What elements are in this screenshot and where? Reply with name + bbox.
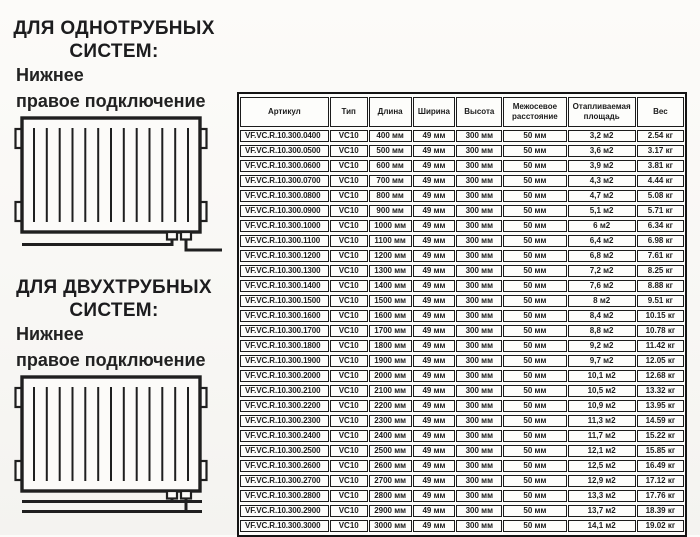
cell-heated-area: 8,8 м2 — [568, 325, 636, 337]
table-row — [240, 175, 684, 187]
cell-width: 49 мм — [413, 460, 456, 472]
cell-width: 49 мм — [413, 355, 456, 367]
cell-type: VC10 — [330, 415, 368, 427]
cell-height: 300 мм — [456, 145, 502, 157]
cell-width: 49 мм — [413, 370, 456, 382]
cell-article: VF.VC.R.10.300.0400 — [240, 130, 329, 142]
cell-weight: 7.61 кг — [637, 250, 684, 262]
cell-heated-area: 8,4 м2 — [568, 310, 636, 322]
cell-article: VF.VC.R.10.300.2100 — [240, 385, 329, 397]
cell-width: 49 мм — [413, 205, 456, 217]
cell-length: 800 мм — [369, 190, 412, 202]
table-row — [240, 280, 684, 292]
cell-heated-area: 4,3 м2 — [568, 175, 636, 187]
column-header-article: Артикул — [240, 97, 329, 127]
cell-length: 1300 мм — [369, 265, 412, 277]
heading-line: СИСТЕМ: — [69, 40, 159, 62]
cell-article: VF.VC.R.10.300.0600 — [240, 160, 329, 172]
cell-height: 300 мм — [456, 370, 502, 382]
table-row — [240, 445, 684, 457]
cell-article: VF.VC.R.10.300.2600 — [240, 460, 329, 472]
table-row — [240, 310, 684, 322]
cell-weight: 14.59 кг — [637, 415, 684, 427]
cell-article: VF.VC.R.10.300.1400 — [240, 280, 329, 292]
cell-heated-area: 13,3 м2 — [568, 490, 636, 502]
cell-axis-distance: 50 мм — [503, 415, 566, 427]
radiator-two-pipe-drawing — [8, 371, 224, 521]
cell-weight: 13.32 кг — [637, 385, 684, 397]
cell-axis-distance: 50 мм — [503, 355, 566, 367]
cell-axis-distance: 50 мм — [503, 490, 566, 502]
cell-heated-area: 3,9 м2 — [568, 160, 636, 172]
cell-heated-area: 12,1 м2 — [568, 445, 636, 457]
cell-width: 49 мм — [413, 220, 456, 232]
cell-axis-distance: 50 мм — [503, 130, 566, 142]
cell-heated-area: 9,2 м2 — [568, 340, 636, 352]
table-row — [240, 160, 684, 172]
cell-weight: 11.42 кг — [637, 340, 684, 352]
cell-type: VC10 — [330, 145, 368, 157]
cell-type: VC10 — [330, 295, 368, 307]
column-header-type: Тип — [330, 97, 368, 127]
cell-heated-area: 9,7 м2 — [568, 355, 636, 367]
column-header-height: Высота — [456, 97, 502, 127]
cell-width: 49 мм — [413, 160, 456, 172]
cell-article: VF.VC.R.10.300.1600 — [240, 310, 329, 322]
cell-article: VF.VC.R.10.300.2000 — [240, 370, 329, 382]
cell-heated-area: 7,6 м2 — [568, 280, 636, 292]
cell-article: VF.VC.R.10.300.1000 — [240, 220, 329, 232]
cell-type: VC10 — [330, 400, 368, 412]
cell-article: VF.VC.R.10.300.2400 — [240, 430, 329, 442]
cell-weight: 2.54 кг — [637, 130, 684, 142]
cell-height: 300 мм — [456, 265, 502, 277]
cell-length: 1000 мм — [369, 220, 412, 232]
table-row — [240, 145, 684, 157]
cell-type: VC10 — [330, 250, 368, 262]
cell-axis-distance: 50 мм — [503, 340, 566, 352]
cell-heated-area: 12,9 м2 — [568, 475, 636, 487]
cell-length: 2900 мм — [369, 505, 412, 517]
cell-type: VC10 — [330, 385, 368, 397]
radiator-diagram-single-pipe — [8, 112, 224, 254]
cell-weight: 10.78 кг — [637, 325, 684, 337]
cell-type: VC10 — [330, 130, 368, 142]
cell-length: 2400 мм — [369, 430, 412, 442]
cell-weight: 17.76 кг — [637, 490, 684, 502]
cell-axis-distance: 50 мм — [503, 400, 566, 412]
cell-type: VC10 — [330, 520, 368, 532]
cell-axis-distance: 50 мм — [503, 250, 566, 262]
cell-width: 49 мм — [413, 190, 456, 202]
cell-axis-distance: 50 мм — [503, 280, 566, 292]
cell-length: 1700 мм — [369, 325, 412, 337]
column-header-weight: Вес — [637, 97, 684, 127]
heading-single-pipe-systems — [8, 18, 220, 64]
cell-axis-distance: 50 мм — [503, 460, 566, 472]
cell-width: 49 мм — [413, 340, 456, 352]
cell-length: 3000 мм — [369, 520, 412, 532]
cell-weight: 5.08 кг — [637, 190, 684, 202]
cell-article: VF.VC.R.10.300.1300 — [240, 265, 329, 277]
cell-width: 49 мм — [413, 295, 456, 307]
cell-width: 49 мм — [413, 520, 456, 532]
column-header-length: Длина — [369, 97, 412, 127]
heading-line: ДЛЯ ОДНОТРУБНЫХ — [13, 18, 215, 39]
cell-height: 300 мм — [456, 400, 502, 412]
cell-height: 300 мм — [456, 325, 502, 337]
cell-heated-area: 10,5 м2 — [568, 385, 636, 397]
cell-heated-area: 11,3 м2 — [568, 415, 636, 427]
cell-length: 1200 мм — [369, 250, 412, 262]
cell-type: VC10 — [330, 280, 368, 292]
table-row — [240, 190, 684, 202]
table-row — [240, 205, 684, 217]
cell-axis-distance: 50 мм — [503, 505, 566, 517]
table-row — [240, 460, 684, 472]
cell-length: 700 мм — [369, 175, 412, 187]
cell-heated-area: 12,5 м2 — [568, 460, 636, 472]
table-row — [240, 370, 684, 382]
cell-weight: 3.17 кг — [637, 145, 684, 157]
table-row — [240, 475, 684, 487]
cell-length: 2800 мм — [369, 490, 412, 502]
cell-width: 49 мм — [413, 310, 456, 322]
cell-article: VF.VC.R.10.300.1100 — [240, 235, 329, 247]
cell-length: 2000 мм — [369, 370, 412, 382]
cell-height: 300 мм — [456, 505, 502, 517]
subheading-bottom-right-connection-1 — [16, 63, 226, 114]
table-row — [240, 355, 684, 367]
cell-article: VF.VC.R.10.300.1200 — [240, 250, 329, 262]
cell-length: 400 мм — [369, 130, 412, 142]
cell-height: 300 мм — [456, 235, 502, 247]
cell-width: 49 мм — [413, 385, 456, 397]
cell-heated-area: 11,7 м2 — [568, 430, 636, 442]
cell-axis-distance: 50 мм — [503, 295, 566, 307]
radiator-single-pipe-drawing — [8, 112, 224, 254]
cell-heated-area: 6,8 м2 — [568, 250, 636, 262]
cell-height: 300 мм — [456, 250, 502, 262]
cell-weight: 8.88 кг — [637, 280, 684, 292]
cell-length: 2500 мм — [369, 445, 412, 457]
cell-article: VF.VC.R.10.300.1900 — [240, 355, 329, 367]
subheading-line: Нижнее — [16, 324, 84, 344]
cell-type: VC10 — [330, 430, 368, 442]
cell-heated-area: 10,1 м2 — [568, 370, 636, 382]
cell-article: VF.VC.R.10.300.2900 — [240, 505, 329, 517]
table-header-row — [240, 97, 684, 127]
cell-width: 49 мм — [413, 235, 456, 247]
cell-height: 300 мм — [456, 460, 502, 472]
cell-width: 49 мм — [413, 430, 456, 442]
spec-table-body — [240, 130, 684, 532]
cell-width: 49 мм — [413, 280, 456, 292]
cell-weight: 10.15 кг — [637, 310, 684, 322]
cell-length: 1100 мм — [369, 235, 412, 247]
cell-height: 300 мм — [456, 130, 502, 142]
cell-axis-distance: 50 мм — [503, 385, 566, 397]
cell-length: 2600 мм — [369, 460, 412, 472]
cell-height: 300 мм — [456, 430, 502, 442]
cell-article: VF.VC.R.10.300.2200 — [240, 400, 329, 412]
cell-width: 49 мм — [413, 265, 456, 277]
cell-weight: 12.05 кг — [637, 355, 684, 367]
cell-heated-area: 3,2 м2 — [568, 130, 636, 142]
cell-weight: 15.22 кг — [637, 430, 684, 442]
cell-article: VF.VC.R.10.300.2300 — [240, 415, 329, 427]
cell-article: VF.VC.R.10.300.2800 — [240, 490, 329, 502]
heading-two-pipe-systems — [8, 277, 220, 323]
cell-length: 1500 мм — [369, 295, 412, 307]
cell-height: 300 мм — [456, 415, 502, 427]
cell-length: 900 мм — [369, 205, 412, 217]
cell-width: 49 мм — [413, 475, 456, 487]
cell-length: 1800 мм — [369, 340, 412, 352]
cell-axis-distance: 50 мм — [503, 520, 566, 532]
cell-type: VC10 — [330, 340, 368, 352]
cell-article: VF.VC.R.10.300.1500 — [240, 295, 329, 307]
table-row — [240, 520, 684, 532]
cell-height: 300 мм — [456, 280, 502, 292]
cell-heated-area: 4,7 м2 — [568, 190, 636, 202]
cell-height: 300 мм — [456, 205, 502, 217]
cell-type: VC10 — [330, 175, 368, 187]
cell-length: 500 мм — [369, 145, 412, 157]
cell-width: 49 мм — [413, 130, 456, 142]
cell-axis-distance: 50 мм — [503, 205, 566, 217]
cell-axis-distance: 50 мм — [503, 445, 566, 457]
cell-length: 600 мм — [369, 160, 412, 172]
cell-height: 300 мм — [456, 445, 502, 457]
cell-type: VC10 — [330, 190, 368, 202]
cell-type: VC10 — [330, 445, 368, 457]
cell-width: 49 мм — [413, 415, 456, 427]
table-row — [240, 400, 684, 412]
cell-height: 300 мм — [456, 160, 502, 172]
cell-length: 2700 мм — [369, 475, 412, 487]
cell-axis-distance: 50 мм — [503, 430, 566, 442]
cell-length: 2200 мм — [369, 400, 412, 412]
cell-height: 300 мм — [456, 520, 502, 532]
cell-heated-area: 5,1 м2 — [568, 205, 636, 217]
cell-weight: 6.34 кг — [637, 220, 684, 232]
cell-type: VC10 — [330, 475, 368, 487]
cell-heated-area: 8 м2 — [568, 295, 636, 307]
cell-weight: 15.85 кг — [637, 445, 684, 457]
cell-width: 49 мм — [413, 250, 456, 262]
heading-line: ДЛЯ ДВУХТРУБНЫХ — [16, 277, 212, 298]
cell-article: VF.VC.R.10.300.2700 — [240, 475, 329, 487]
cell-weight: 16.49 кг — [637, 460, 684, 472]
table-row — [240, 490, 684, 502]
cell-type: VC10 — [330, 235, 368, 247]
cell-length: 2300 мм — [369, 415, 412, 427]
cell-article: VF.VC.R.10.300.1800 — [240, 340, 329, 352]
cell-article: VF.VC.R.10.300.0800 — [240, 190, 329, 202]
cell-type: VC10 — [330, 460, 368, 472]
cell-height: 300 мм — [456, 385, 502, 397]
cell-type: VC10 — [330, 325, 368, 337]
cell-type: VC10 — [330, 160, 368, 172]
cell-width: 49 мм — [413, 505, 456, 517]
cell-height: 300 мм — [456, 175, 502, 187]
cell-axis-distance: 50 мм — [503, 220, 566, 232]
cell-width: 49 мм — [413, 175, 456, 187]
cell-height: 300 мм — [456, 355, 502, 367]
cell-heated-area: 10,9 м2 — [568, 400, 636, 412]
table-row — [240, 220, 684, 232]
cell-axis-distance: 50 мм — [503, 235, 566, 247]
cell-article: VF.VC.R.10.300.2500 — [240, 445, 329, 457]
cell-height: 300 мм — [456, 475, 502, 487]
cell-axis-distance: 50 мм — [503, 325, 566, 337]
cell-width: 49 мм — [413, 325, 456, 337]
heading-line: СИСТЕМ: — [69, 299, 159, 321]
table-row — [240, 415, 684, 427]
cell-article: VF.VC.R.10.300.0900 — [240, 205, 329, 217]
table-row — [240, 385, 684, 397]
cell-axis-distance: 50 мм — [503, 145, 566, 157]
cell-weight: 12.68 кг — [637, 370, 684, 382]
cell-axis-distance: 50 мм — [503, 265, 566, 277]
cell-axis-distance: 50 мм — [503, 160, 566, 172]
table-row — [240, 430, 684, 442]
cell-article: VF.VC.R.10.300.3000 — [240, 520, 329, 532]
cell-weight: 18.39 кг — [637, 505, 684, 517]
cell-heated-area: 6,4 м2 — [568, 235, 636, 247]
cell-weight: 8.25 кг — [637, 265, 684, 277]
cell-length: 1600 мм — [369, 310, 412, 322]
cell-article: VF.VC.R.10.300.0700 — [240, 175, 329, 187]
cell-height: 300 мм — [456, 340, 502, 352]
cell-axis-distance: 50 мм — [503, 370, 566, 382]
cell-weight: 17.12 кг — [637, 475, 684, 487]
cell-length: 1900 мм — [369, 355, 412, 367]
subheading-line: Нижнее — [16, 65, 84, 85]
cell-axis-distance: 50 мм — [503, 190, 566, 202]
column-header-axis-distance: Межосевое расстояние — [503, 97, 566, 127]
cell-weight: 19.02 кг — [637, 520, 684, 532]
cell-width: 49 мм — [413, 445, 456, 457]
table-row — [240, 340, 684, 352]
spec-table-container — [237, 92, 689, 537]
cell-length: 1400 мм — [369, 280, 412, 292]
cell-axis-distance: 50 мм — [503, 475, 566, 487]
cell-weight: 5.71 кг — [637, 205, 684, 217]
table-row — [240, 265, 684, 277]
cell-axis-distance: 50 мм — [503, 310, 566, 322]
subheading-line: правое подключение — [16, 90, 206, 111]
cell-height: 300 мм — [456, 310, 502, 322]
cell-heated-area: 7,2 м2 — [568, 265, 636, 277]
radiator-spec-table — [237, 92, 687, 537]
cell-weight: 4.44 кг — [637, 175, 684, 187]
cell-type: VC10 — [330, 490, 368, 502]
cell-width: 49 мм — [413, 400, 456, 412]
cell-type: VC10 — [330, 205, 368, 217]
subheading-line: правое подключение — [16, 349, 206, 370]
cell-weight: 3.81 кг — [637, 160, 684, 172]
cell-width: 49 мм — [413, 145, 456, 157]
cell-axis-distance: 50 мм — [503, 175, 566, 187]
cell-article: VF.VC.R.10.300.1700 — [240, 325, 329, 337]
cell-article: VF.VC.R.10.300.0500 — [240, 145, 329, 157]
radiator-diagram-two-pipe — [8, 371, 224, 521]
column-header-width: Ширина — [413, 97, 456, 127]
table-row — [240, 325, 684, 337]
cell-type: VC10 — [330, 265, 368, 277]
cell-type: VC10 — [330, 220, 368, 232]
cell-heated-area: 6 м2 — [568, 220, 636, 232]
cell-heated-area: 13,7 м2 — [568, 505, 636, 517]
cell-weight: 6.98 кг — [637, 235, 684, 247]
cell-type: VC10 — [330, 505, 368, 517]
subheading-bottom-right-connection-2 — [16, 322, 226, 373]
cell-weight: 9.51 кг — [637, 295, 684, 307]
cell-heated-area: 14,1 м2 — [568, 520, 636, 532]
cell-width: 49 мм — [413, 490, 456, 502]
cell-type: VC10 — [330, 355, 368, 367]
cell-heated-area: 3,6 м2 — [568, 145, 636, 157]
table-row — [240, 235, 684, 247]
cell-height: 300 мм — [456, 190, 502, 202]
cell-length: 2100 мм — [369, 385, 412, 397]
cell-type: VC10 — [330, 370, 368, 382]
table-row — [240, 295, 684, 307]
table-row — [240, 505, 684, 517]
cell-height: 300 мм — [456, 490, 502, 502]
table-row — [240, 130, 684, 142]
column-header-heated-area: Отапливаемая площадь — [568, 97, 636, 127]
cell-weight: 13.95 кг — [637, 400, 684, 412]
cell-height: 300 мм — [456, 220, 502, 232]
cell-type: VC10 — [330, 310, 368, 322]
table-row — [240, 250, 684, 262]
cell-height: 300 мм — [456, 295, 502, 307]
